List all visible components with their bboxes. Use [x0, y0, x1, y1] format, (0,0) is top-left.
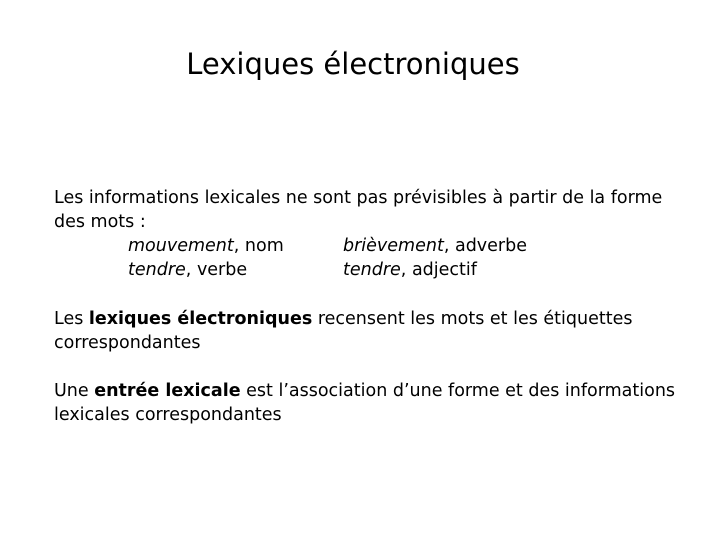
- paragraph-text: est l’association d’une forme et des informations lexicales correspondantes: [54, 381, 676, 425]
- example-separator: ,: [233, 236, 245, 256]
- example-mouvement: [128, 234, 284, 258]
- paragraph-text: Une: [54, 381, 95, 401]
- paragraph-lexiques: [54, 307, 694, 355]
- paragraph-text: recensent les mots et les étiquettes correspondantes: [54, 309, 633, 353]
- example-category: adverbe: [454, 236, 527, 256]
- example-word: mouvement: [128, 236, 234, 256]
- example-separator: ,: [443, 236, 455, 256]
- bold-term: lexiques électroniques: [88, 309, 313, 329]
- example-separator: ,: [400, 260, 412, 280]
- example-category: nom: [244, 236, 284, 256]
- example-word: tendre: [343, 260, 401, 280]
- slide-title: Lexiques électroniques: [186, 47, 520, 81]
- example-category: adjectif: [411, 260, 477, 280]
- example-word: tendre: [128, 260, 186, 280]
- paragraph-text: Les informations lexicales ne sont pas prévisibles à partir de la forme des mots :: [54, 188, 663, 232]
- paragraph-entree-lexicale: [54, 379, 694, 427]
- bold-term: entrée lexicale: [94, 381, 241, 401]
- example-separator: ,: [185, 260, 197, 280]
- example-tendre-verbe: [128, 258, 247, 282]
- examples-grid: [54, 234, 694, 282]
- example-brievement: [343, 234, 527, 258]
- example-category: verbe: [196, 260, 248, 280]
- example-word: brièvement: [343, 236, 444, 256]
- paragraph-unpredictable: [54, 186, 694, 282]
- example-tendre-adjectif: [343, 258, 477, 282]
- paragraph-text: Les: [54, 309, 89, 329]
